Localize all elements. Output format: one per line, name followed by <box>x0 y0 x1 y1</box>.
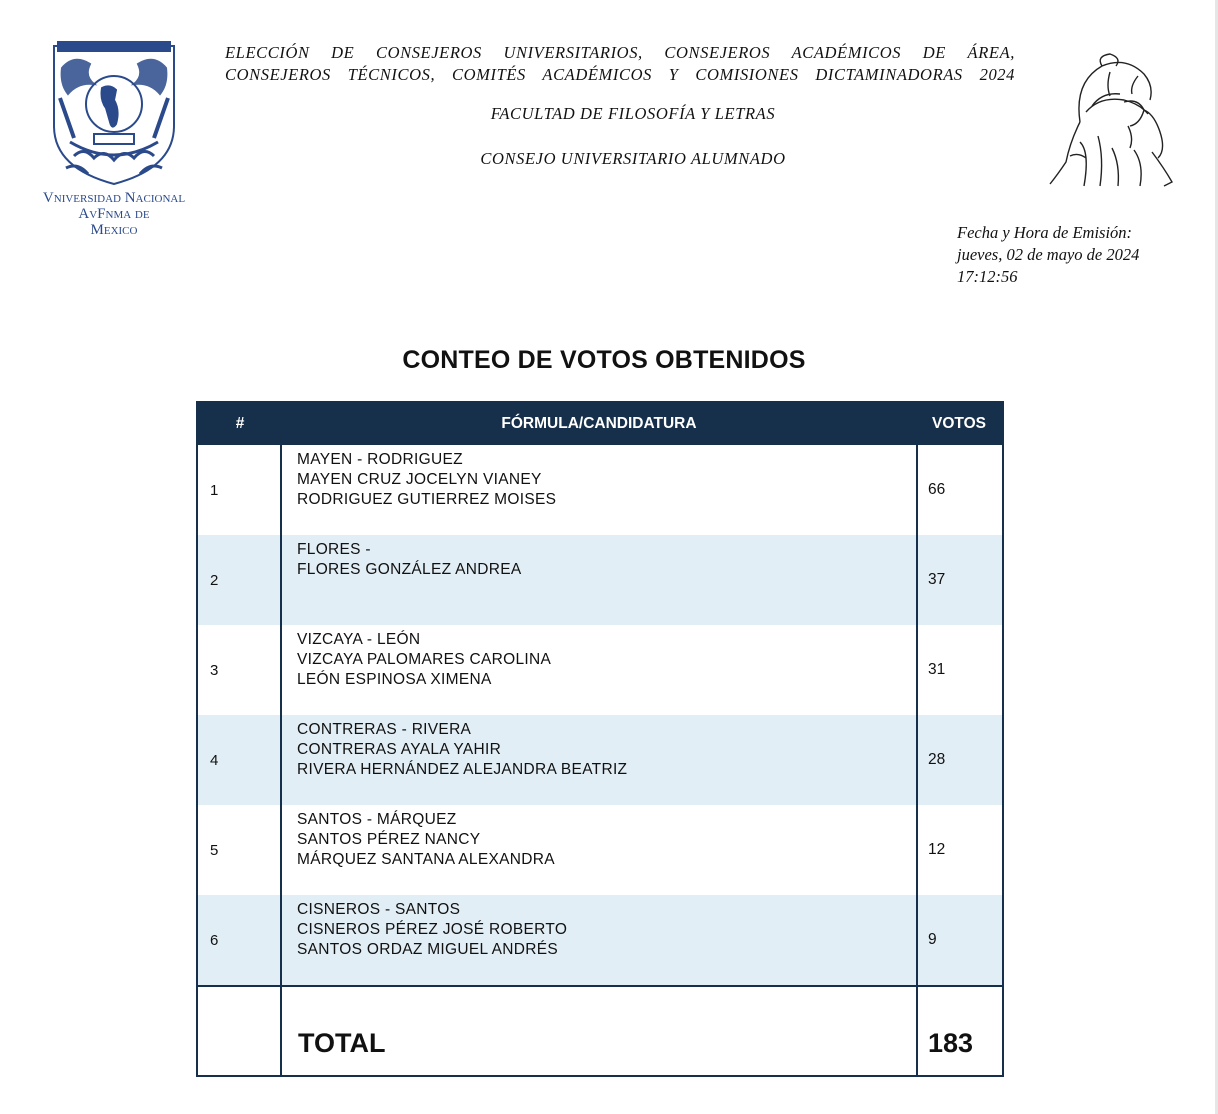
column-header-formula: FÓRMULA/CANDIDATURA <box>501 415 697 432</box>
total-row <box>198 985 1002 1075</box>
candidate-name: CONTRERAS AYALA YAHIR <box>297 741 502 758</box>
total-label: TOTAL <box>282 987 918 1075</box>
athena-icon <box>1040 52 1180 192</box>
election-header <box>225 42 1015 86</box>
council-name: CONSEJO UNIVERSITARIO ALUMNADO <box>480 149 786 168</box>
unam-seal-icon <box>44 38 184 188</box>
row-number: 3 <box>198 625 282 715</box>
unam-logo-line3: Mexico <box>90 222 138 238</box>
formula-name: CONTRERAS - RIVERA <box>297 721 472 738</box>
faculty-name: FACULTAD DE FILOSOFÍA Y LETRAS <box>490 104 776 123</box>
row-number: 4 <box>198 715 282 805</box>
candidate-name: LEÓN ESPINOSA XIMENA <box>297 671 492 688</box>
candidate-name: SANTOS PÉREZ NANCY <box>297 831 481 848</box>
row-number: 2 <box>198 535 282 625</box>
emission-label: Fecha y Hora de Emisión: <box>957 223 1133 242</box>
row-votes: 28 <box>928 751 946 768</box>
row-candidates <box>282 445 918 535</box>
votes-table <box>196 401 1004 1077</box>
candidate-name: SANTOS ORDAZ MIGUEL ANDRÉS <box>297 941 559 958</box>
candidate-name: RIVERA HERNÁNDEZ ALEJANDRA BEATRIZ <box>297 761 628 778</box>
emission-date: jueves, 02 de mayo de 2024 <box>957 245 1140 264</box>
column-header-number: # <box>235 415 245 432</box>
total-empty-cell <box>198 987 282 1075</box>
row-candidates <box>282 715 918 805</box>
unam-logo-line2: AvFnma de <box>78 206 150 222</box>
row-candidates <box>282 625 918 715</box>
formula-name: MAYEN - RODRIGUEZ <box>297 451 463 468</box>
row-votes: 37 <box>928 571 946 588</box>
emission-datetime <box>957 222 1139 288</box>
candidate-name: FLORES GONZÁLEZ ANDREA <box>297 561 522 578</box>
table-row <box>198 445 1002 535</box>
unam-logo <box>40 38 188 238</box>
row-number: 6 <box>198 895 282 985</box>
formula-name: CISNEROS - SANTOS <box>297 901 461 918</box>
row-candidates <box>282 895 918 985</box>
row-votes: 12 <box>928 841 946 858</box>
candidate-name: RODRIGUEZ GUTIERREZ MOISES <box>297 491 557 508</box>
formula-name: VIZCAYA - LEÓN <box>297 631 421 648</box>
table-header <box>198 403 1002 445</box>
row-candidates <box>282 805 918 895</box>
formula-name: SANTOS - MÁRQUEZ <box>297 811 457 828</box>
table-row <box>198 715 1002 805</box>
unam-logo-text <box>40 190 188 238</box>
row-votes: 66 <box>928 481 946 498</box>
page-title: CONTEO DE VOTOS OBTENIDOS <box>402 346 806 374</box>
emission-time: 17:12:56 <box>957 267 1018 286</box>
row-number: 5 <box>198 805 282 895</box>
candidate-name: CISNEROS PÉREZ JOSÉ ROBERTO <box>297 921 568 938</box>
table-row <box>198 535 1002 625</box>
formula-name: FLORES - <box>297 541 371 558</box>
table-row <box>198 895 1002 985</box>
table-row <box>198 805 1002 895</box>
column-header-votes: VOTOS <box>932 415 986 432</box>
row-votes: 9 <box>928 931 937 948</box>
row-candidates <box>282 535 918 625</box>
election-title-line2: CONSEJEROS TÉCNICOS, COMITÉS ACADÉMICOS Y COMISIONES DICTAMINADORAS 2024 <box>225 65 1015 84</box>
row-votes: 31 <box>928 661 946 678</box>
unam-logo-line1: Vniversidad Nacional <box>42 190 186 206</box>
election-title-line1: ELECCIÓN DE CONSEJEROS UNIVERSITARIOS, CONSEJEROS ACADÉMICOS DE ÁREA, <box>225 43 1015 62</box>
table-row <box>198 625 1002 715</box>
candidate-name: MÁRQUEZ SANTANA ALEXANDRA <box>297 851 555 868</box>
row-number: 1 <box>198 445 282 535</box>
candidate-name: VIZCAYA PALOMARES CAROLINA <box>297 651 552 668</box>
total-value: 183 <box>928 1028 974 1058</box>
candidate-name: MAYEN CRUZ JOCELYN VIANEY <box>297 471 542 488</box>
athena-emblem <box>1040 52 1180 192</box>
